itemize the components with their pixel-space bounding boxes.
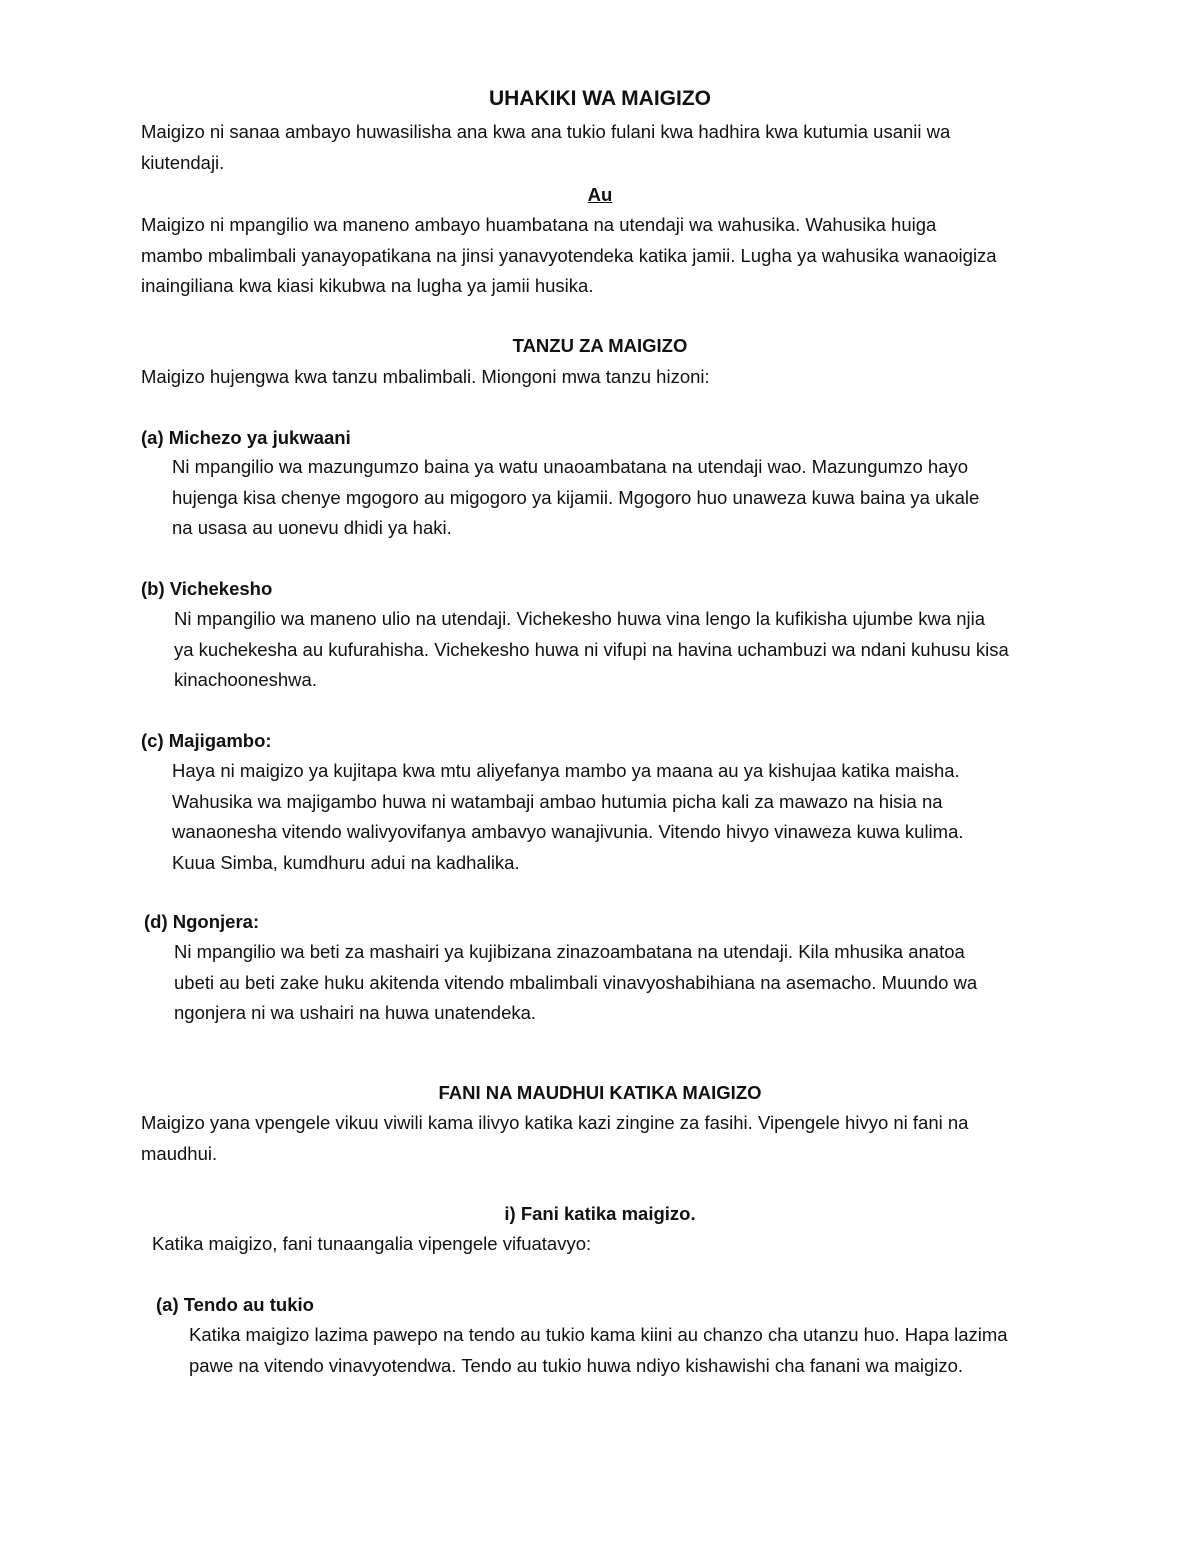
fani-intro (141, 1108, 968, 1169)
tanzu-d-heading: (d) Ngonjera: (144, 911, 260, 932)
text-line: pawe na vitendo vinavyotendwa. Tendo au tukio huwa ndiyo kishawishi cha fanani wa maigizo. (189, 1354, 964, 1376)
text-line: Maigizo ni sanaa ambayo huwasilisha ana kwa ana tukio fulani kwa hadhira kwa kutumia usanii wa (141, 121, 951, 142)
page-title: UHAKIKI WA MAIGIZO (488, 87, 712, 110)
fani-sub-heading: i) Fani katika maigizo. (504, 1203, 696, 1224)
text-line: kiutendaji. (141, 151, 225, 173)
tanzu-c-paragraph (172, 756, 964, 878)
text-line: kinachooneshwa. (174, 669, 317, 690)
fani-sub-intro: Katika maigizo, fani tunaangalia vipengele vifuatavyo: (152, 1233, 592, 1254)
text-line: ya kuchekesha au kufurahisha. Vichekesho huwa ni vifupi na havina uchambuzi wa ndani kuhusu kisa (174, 638, 1009, 660)
fani-a-heading: (a) Tendo au tukio (156, 1294, 314, 1315)
fani-heading: FANI NA MAUDHUI KATIKA MAIGIZO (438, 1082, 762, 1103)
text-line: na usasa au uonevu dhidi ya haki. (172, 517, 452, 538)
text-line: Maigizo yana vpengele vikuu viwili kama ilivyo katika kazi zingine za fasihi. Vipengele hivyo ni fani na (141, 1112, 969, 1133)
definition-paragraph (141, 210, 997, 302)
tanzu-heading: TANZU ZA MAIGIZO (512, 335, 688, 356)
au-text: Au (587, 184, 613, 205)
text-line: Ni mpangilio wa mazungumzo baina ya watu unaoambatana na utendaji wao. Mazungumzo hayo (172, 456, 968, 477)
au-label (0, 180, 1200, 211)
text-line: Katika maigizo lazima pawepo na tendo au tukio kama kiini au chanzo cha utanzu huo. Hapa lazima (189, 1324, 1008, 1345)
tanzu-intro: Maigizo hujengwa kwa tanzu mbalimbali. Miongoni mwa tanzu hizoni: (141, 366, 710, 387)
tanzu-b-paragraph (174, 604, 1009, 696)
text-line: Maigizo ni mpangilio wa maneno ambayo huambatana na utendaji wa wahusika. Wahusika huiga (141, 214, 937, 235)
text-line: Haya ni maigizo ya kujitapa kwa mtu aliyefanya mambo ya maana au ya kishujaa katika maisha. (172, 760, 960, 781)
intro-paragraph (141, 117, 950, 178)
tanzu-d-paragraph (174, 937, 977, 1029)
text-line: maudhui. (141, 1142, 218, 1164)
tanzu-a-paragraph (172, 452, 979, 544)
text-line: ubeti au beti zake huku akitenda vitendo mbalimbali vinavyoshabihiana na asemacho. Muundo wa (174, 971, 978, 993)
text-line: ngonjera ni wa ushairi na huwa unatendeka. (174, 1002, 537, 1023)
text-line: wanaonesha vitendo walivyovifanya ambavyo wanajivunia. Vitendo hivyo vinaweza kuwa kulima. (172, 821, 964, 842)
tanzu-c-heading: (c) Majigambo: (141, 730, 272, 751)
text-line: Wahusika wa majigambo huwa ni watambaji ambao hutumia picha kali za mawazo na hisia na (172, 790, 943, 812)
tanzu-a-heading: (a) Michezo ya jukwaani (141, 427, 351, 448)
fani-a-paragraph (189, 1320, 1008, 1381)
text-line: Ni mpangilio wa maneno ulio na utendaji. Vichekesho huwa vina lengo la kufikisha ujumbe kwa njia (174, 608, 986, 629)
text-line: mambo mbalimbali yanayopatikana na jinsi yanavyotendeka katika jamii. Lugha ya wahusika wanaoigiza (141, 244, 997, 266)
text-line: hujenga kisa chenye mgogoro au migogoro ya kijamii. Mgogoro huo unaweza kuwa baina ya ukale (172, 486, 980, 508)
text-line: Kuua Simba, kumdhuru adui na kadhalika. (172, 851, 520, 873)
text-line: Ni mpangilio wa beti za mashairi ya kujibizana zinazoambatana na utendaji. Kila mhusika anatoa (174, 941, 965, 962)
tanzu-b-heading: (b) Vichekesho (141, 578, 273, 599)
text-line: inaingiliana kwa kiasi kikubwa na lugha ya jamii husika. (141, 275, 594, 296)
